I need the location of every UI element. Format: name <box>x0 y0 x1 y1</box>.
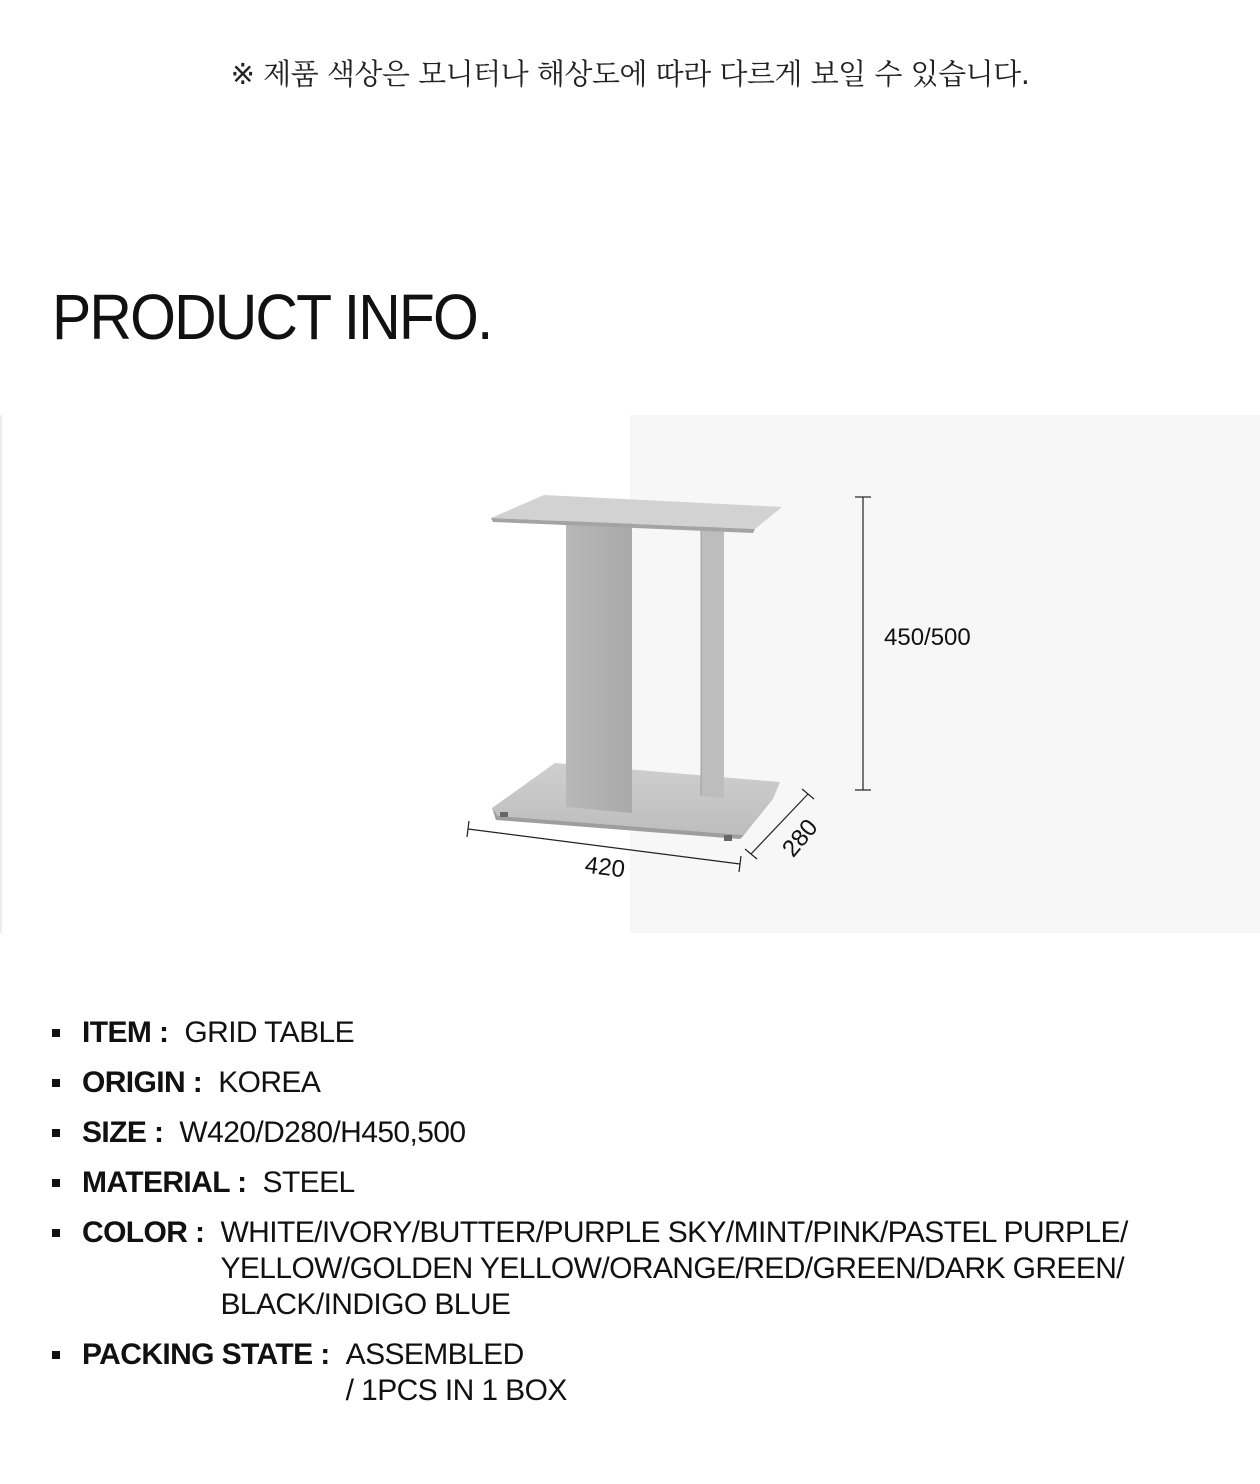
spec-item-packing-state <box>52 1337 1232 1409</box>
spec-value-line: W420/D280/H450,500 <box>179 1116 466 1149</box>
spec-value-line: WHITE/IVORY/BUTTER/PURPLE SKY/MINT/PINK/PASTEL PURPLE/ <box>220 1216 1128 1249</box>
spec-value-line: STEEL <box>262 1166 355 1199</box>
spec-label: ORIGIN : <box>82 1066 203 1099</box>
spec-value <box>220 1215 1127 1323</box>
spec-value <box>346 1337 567 1409</box>
spec-value <box>263 1165 355 1201</box>
width-label: 420 <box>583 851 627 884</box>
spec-list <box>52 1015 1232 1423</box>
height-dimension <box>855 497 871 790</box>
bullet-icon <box>52 1351 60 1359</box>
table-drawing <box>0 415 1260 933</box>
spec-value-line: YELLOW/GOLDEN YELLOW/ORANGE/RED/GREEN/DARK GREEN/ <box>220 1252 1125 1285</box>
spec-item-material <box>52 1165 1232 1201</box>
spec-value-line: KOREA <box>218 1066 321 1099</box>
page-title: PRODUCT INFO. <box>52 281 492 353</box>
color-notice: ※ 제품 색상은 모니터나 해상도에 따라 다르게 보일 수 있습니다. <box>230 57 1030 91</box>
bullet-icon <box>52 1079 60 1087</box>
spec-item-origin <box>52 1065 1232 1101</box>
spec-item-size <box>52 1115 1232 1151</box>
table-base <box>492 763 780 841</box>
spec-value-line: GRID TABLE <box>184 1016 354 1049</box>
spec-value-line: ASSEMBLED <box>345 1338 524 1371</box>
table-legs <box>566 518 724 813</box>
spec-label: SIZE : <box>82 1116 164 1149</box>
bullet-icon <box>52 1179 60 1187</box>
table-top <box>491 495 782 533</box>
height-label: 450/500 <box>884 624 971 651</box>
product-figure <box>0 415 1260 933</box>
spec-value-line: BLACK/INDIGO BLUE <box>220 1288 511 1321</box>
spec-value <box>218 1065 320 1101</box>
bullet-icon <box>52 1229 60 1237</box>
spec-label: COLOR : <box>82 1216 205 1249</box>
depth-label: 280 <box>777 814 824 863</box>
spec-value-line: / 1PCS IN 1 BOX <box>345 1374 567 1407</box>
bullet-icon <box>52 1029 60 1037</box>
bullet-icon <box>52 1129 60 1137</box>
spec-item-item <box>52 1015 1232 1051</box>
spec-value <box>179 1115 465 1151</box>
spec-value <box>184 1015 354 1051</box>
spec-label: PACKING STATE : <box>82 1338 330 1371</box>
spec-item-color <box>52 1215 1232 1323</box>
spec-label: ITEM : <box>82 1016 169 1049</box>
spec-label: MATERIAL : <box>82 1166 247 1199</box>
